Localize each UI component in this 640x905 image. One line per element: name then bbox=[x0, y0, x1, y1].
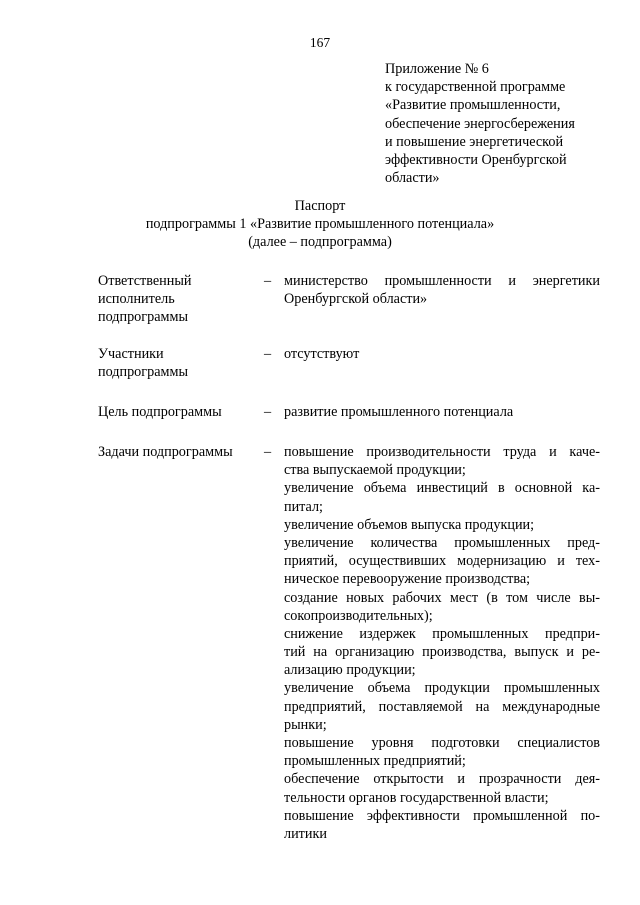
row-value-line: промышленных предприятий; bbox=[284, 753, 466, 770]
row-value-line: рынки; bbox=[284, 716, 327, 733]
row-value-line: литики bbox=[284, 825, 327, 842]
row-value-line: увеличение объема продукции промышленных bbox=[284, 680, 600, 697]
row-value-line: питал; bbox=[284, 498, 324, 515]
appendix-line: Приложение № 6 bbox=[385, 61, 489, 77]
row-value bbox=[284, 403, 600, 421]
title-line: подпрограммы 1 «Развитие промышленного потенциала» bbox=[145, 216, 495, 233]
row-label bbox=[98, 272, 258, 327]
row-value bbox=[284, 345, 600, 363]
row-dash: – bbox=[264, 346, 272, 362]
row-value-line: приятий, осуществивших модернизацию и тех- bbox=[284, 553, 600, 570]
row-value-line: ства выпускаемой продукции; bbox=[284, 462, 466, 479]
row-label-line: Цель подпрограммы bbox=[98, 404, 222, 420]
passport-title bbox=[0, 197, 640, 252]
row-label-line: подпрограммы bbox=[98, 309, 188, 326]
appendix-line: «Развитие промышленности, bbox=[385, 97, 561, 114]
appendix-line: эффективности Оренбургской bbox=[385, 152, 567, 169]
row-label-line: Участники bbox=[98, 346, 164, 362]
row-dash: – bbox=[264, 404, 272, 420]
row-value-line: увеличение объемов выпуска продукции; bbox=[284, 516, 535, 533]
row-value-line: увеличение количества промышленных пред- bbox=[284, 534, 600, 551]
row-value-line: Оренбургской области» bbox=[284, 291, 428, 308]
row-value-line: повышение уровня подготовки специалистов bbox=[284, 735, 600, 751]
row-label-line: подпрограммы bbox=[98, 364, 188, 381]
page-number: 167 bbox=[309, 35, 331, 50]
row-label-line: Задачи подпрограммы bbox=[98, 444, 233, 460]
row-label-line: Ответственный bbox=[98, 273, 192, 289]
row-value-line: обеспечение открытости и прозрачности дея- bbox=[284, 771, 600, 788]
title-line: Паспорт bbox=[294, 198, 346, 214]
row-dash: – bbox=[264, 273, 272, 289]
row-value-line: тельности органов государственной власти; bbox=[284, 789, 549, 806]
row-label bbox=[98, 443, 258, 461]
row-value-line: предприятий, поставляемой на международные bbox=[284, 698, 600, 715]
row-label-line: исполнитель bbox=[98, 291, 175, 308]
row-value-line: ализацию продукции; bbox=[284, 662, 416, 679]
row-value-line: тий на организацию производства, выпуск и ре- bbox=[284, 644, 600, 661]
row-value-line: повышение эффективности промышленной по- bbox=[284, 807, 600, 824]
row-value-line: отсутствуют bbox=[284, 346, 360, 362]
row-value-line: создание новых рабочих мест (в том числе вы- bbox=[284, 589, 600, 606]
title-line: (далее – подпрограмма) bbox=[248, 234, 392, 251]
appendix-line: обеспечение энергосбережения bbox=[385, 115, 575, 132]
row-value-line: сокопроизводительных); bbox=[284, 607, 433, 624]
row-value-line: снижение издержек промышленных предпри- bbox=[284, 625, 600, 642]
row-value-line: развитие промышленного потенциала bbox=[284, 404, 514, 420]
row-dash: – bbox=[264, 444, 272, 460]
appendix-line: области» bbox=[385, 170, 440, 187]
appendix-heading bbox=[385, 60, 630, 187]
appendix-line: к государственной программе bbox=[385, 79, 566, 96]
row-value-line: ническое перевооружение производства; bbox=[284, 571, 531, 588]
row-value bbox=[284, 443, 600, 843]
row-value-line: повышение производительности труда и каче- bbox=[284, 444, 600, 460]
row-value bbox=[284, 272, 600, 308]
row-label bbox=[98, 345, 258, 381]
row-value-line: увеличение объема инвестиций в основной ка- bbox=[284, 480, 600, 497]
appendix-line: и повышение энергетической bbox=[385, 133, 564, 150]
row-label bbox=[98, 403, 258, 421]
row-value-line: министерство промышленности и энергетики bbox=[284, 273, 600, 289]
